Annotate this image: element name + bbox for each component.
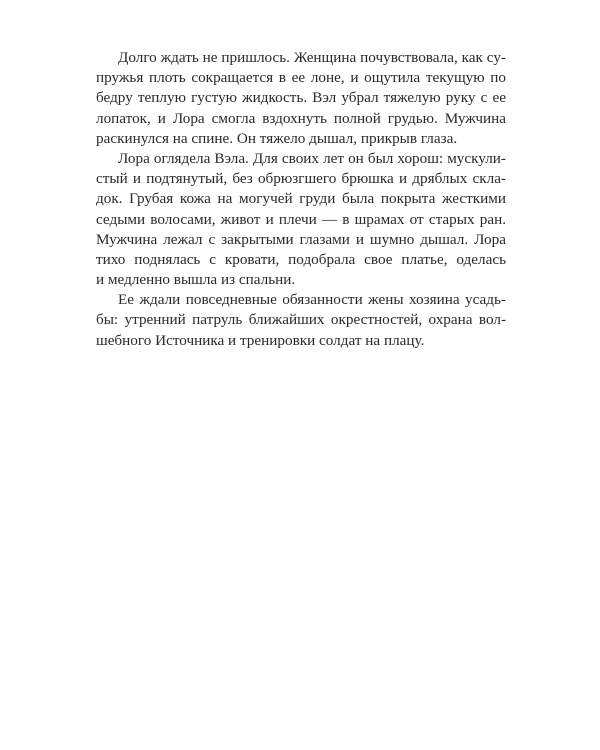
text-line: раскинулся на спине. Он тяжело дышал, прикрыв глаза.: [96, 129, 458, 147]
text-line: лопаток, и Лора смогла вздохнуть полной грудью. Мужчина: [96, 109, 506, 127]
text-line: пружья плоть сокращается в ее лоне, и ощутила текущую по: [96, 69, 506, 87]
text-line: и медленно вышла из спальни.: [96, 271, 296, 289]
body-text: [96, 48, 506, 351]
text-line: стый и подтянутый, без обрюзгшего брюшка и дряблых скла-: [96, 170, 506, 188]
text-line: Лора оглядела Вэла. Для своих лет он был хорош: мускули-: [118, 149, 506, 167]
text-line: шебного Источника и тренировки солдат на плацу.: [96, 331, 425, 349]
text-line: бы: утренний патруль ближайших окрестностей, охрана вол-: [96, 311, 506, 329]
text-line: седыми волосами, живот и плечи — в шрамах от старых ран.: [96, 210, 506, 228]
text-line: Долго ждать не пришлось. Женщина почувствовала, как су-: [118, 49, 506, 66]
text-line: док. Грубая кожа на могучей груди была покрыта жесткими: [96, 190, 506, 208]
text-line: бедру теплую густую жидкость. Вэл убрал тяжелую руку с ее: [96, 89, 506, 107]
text-line: Мужчина лежал с закрытыми глазами и шумно дышал. Лора: [96, 230, 506, 248]
text-line: Ее ждали повседневные обязанности жены хозяина усадь-: [118, 291, 506, 309]
text-line: тихо поднялась с кровати, подобрала свое платье, оделась: [96, 250, 506, 268]
